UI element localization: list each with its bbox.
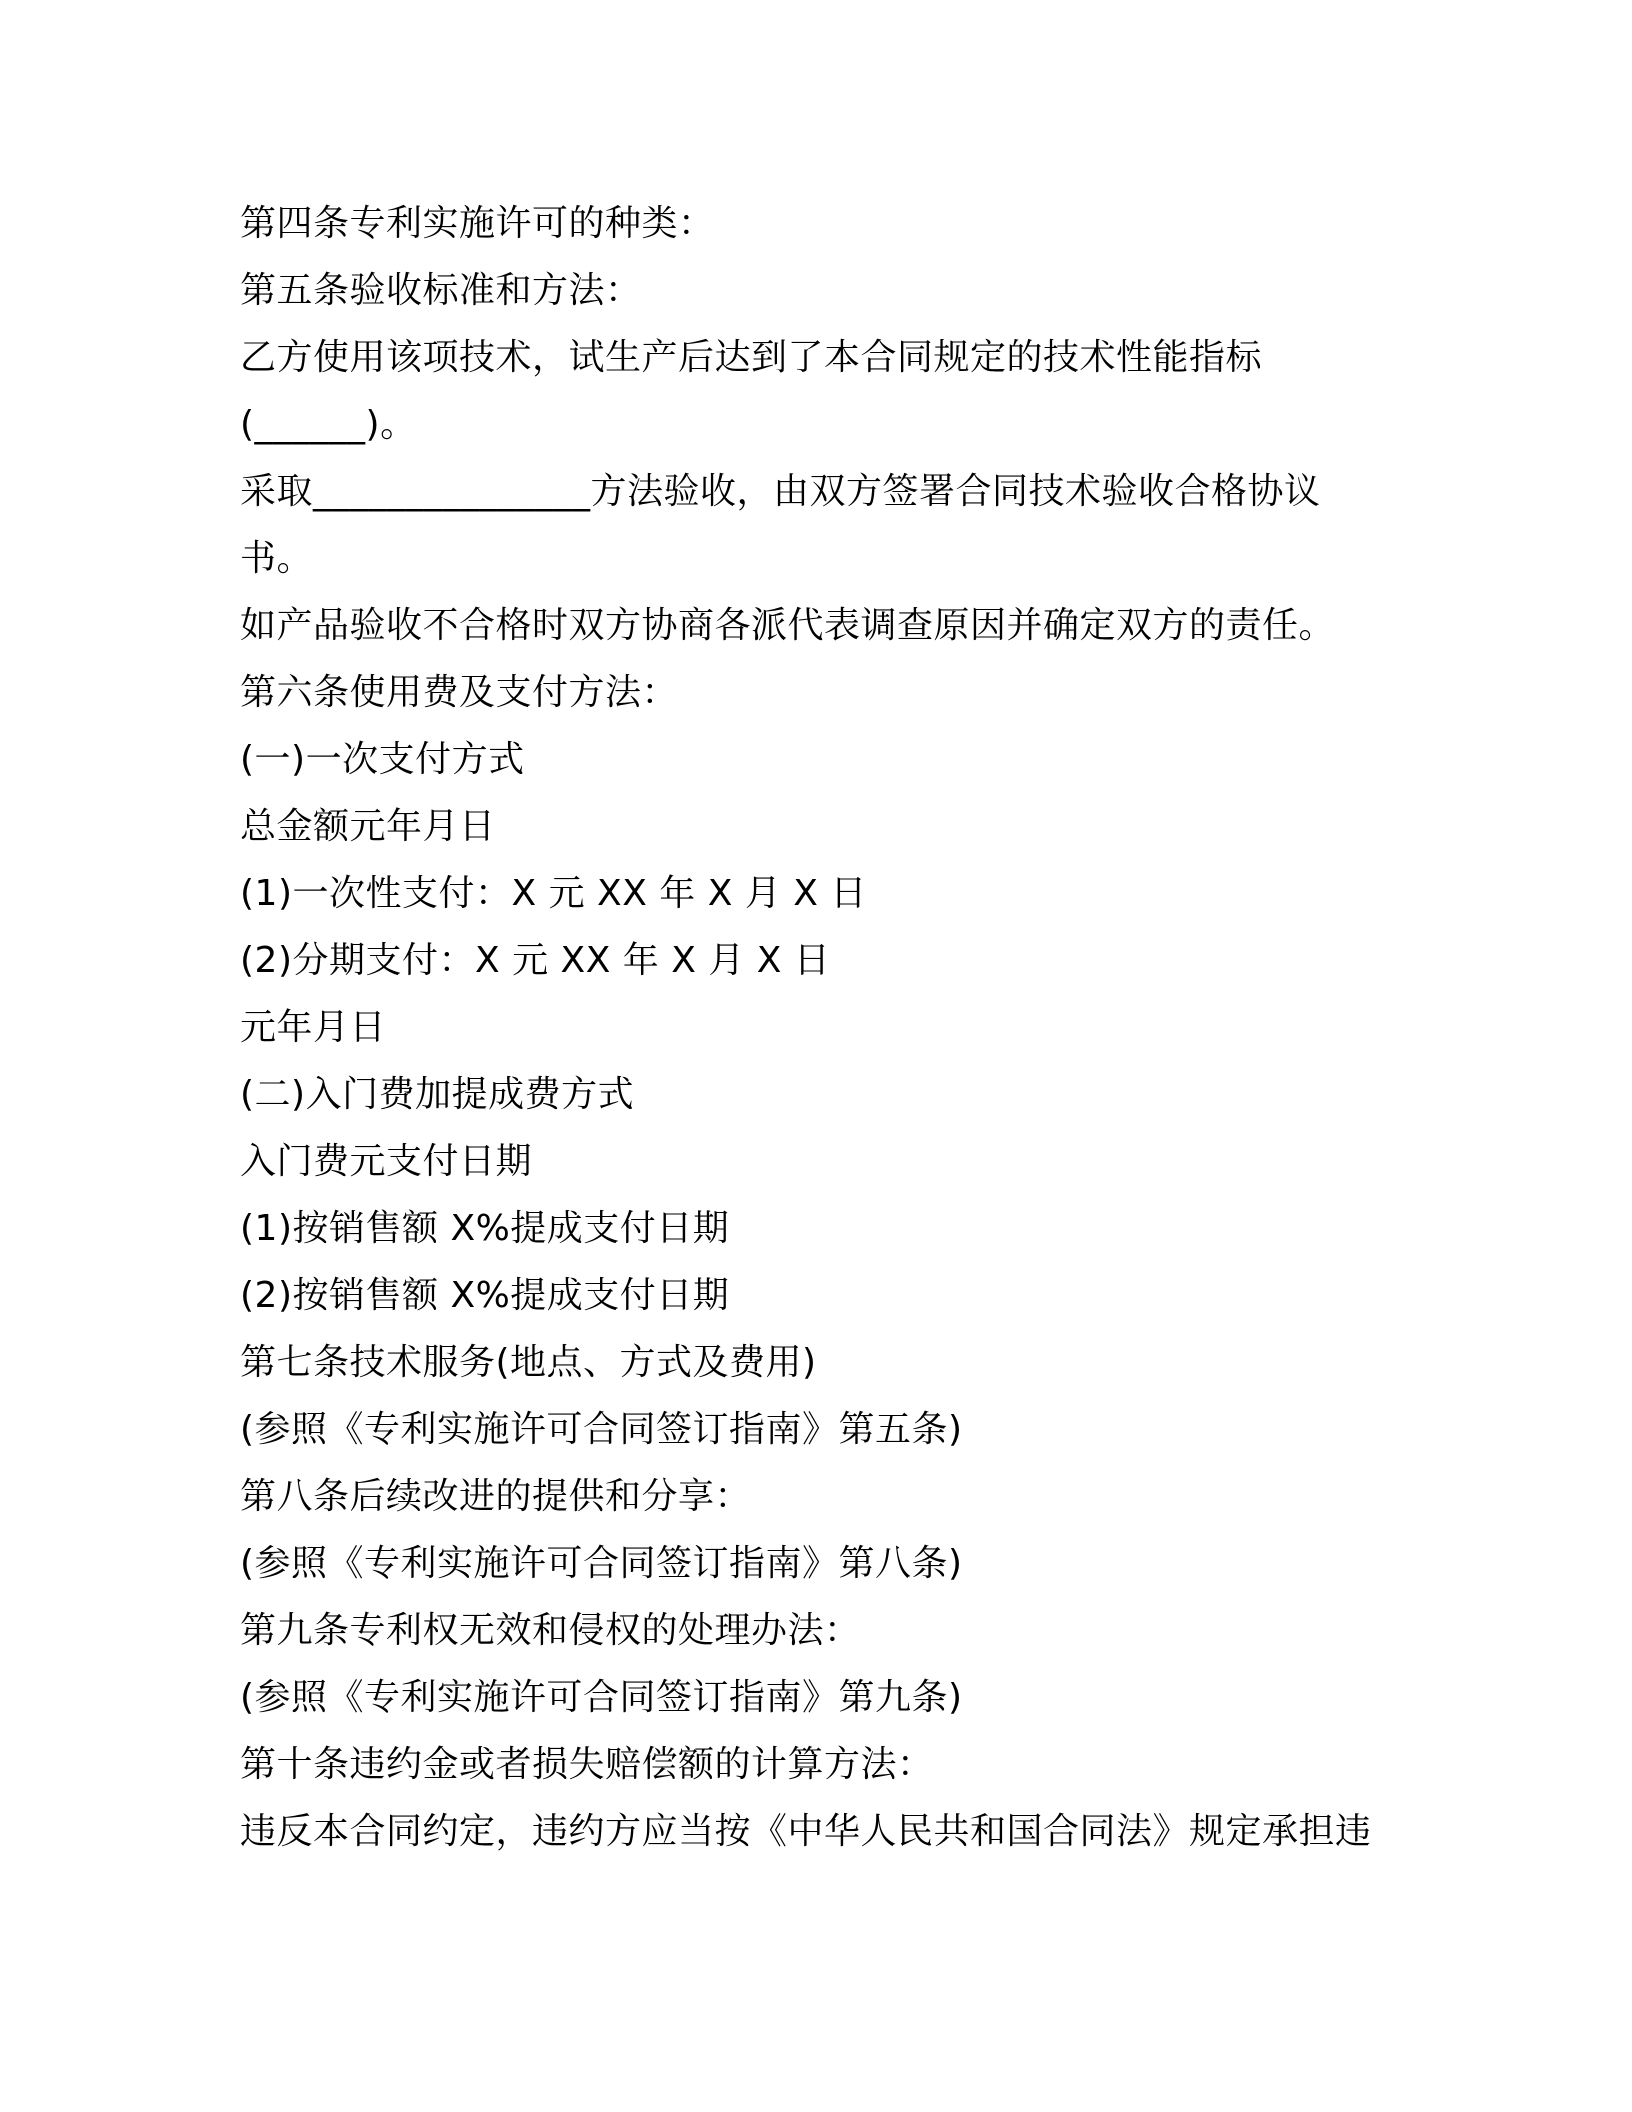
paragraph-line: 如产品验收不合格时双方协商各派代表调查原因并确定双方的责任。 — [240, 605, 1336, 646]
paragraph-line: 违反本合同约定，违约方应当按《中华人民共和国合同法》规定承担违 — [240, 1811, 1372, 1852]
paragraph-line: (2)分期支付：X 元 XX 年 X 月 X 日 — [240, 940, 831, 981]
paragraph-line: 入门费元支付日期 — [240, 1141, 533, 1182]
paragraph-line: (______)。 — [240, 404, 417, 445]
paragraph-line: 采取_______________方法验收，由双方签署合同技术验收合格协议 — [240, 471, 1321, 512]
article-9-heading: 第九条专利权无效和侵权的处理办法： — [240, 1610, 861, 1651]
paragraph-line: 总金额元年月日 — [240, 806, 496, 847]
paragraph-line: (二)入门费加提成费方式 — [240, 1074, 635, 1115]
article-5-heading: 第五条验收标准和方法： — [240, 270, 642, 311]
paragraph-line: (1)按销售额 X%提成支付日期 — [240, 1208, 730, 1249]
paragraph-line: 乙方使用该项技术，试生产后达到了本合同规定的技术性能指标 — [240, 337, 1263, 378]
paragraph-line: (2)按销售额 X%提成支付日期 — [240, 1275, 730, 1316]
document-body — [240, 190, 1420, 1865]
article-10-heading: 第十条违约金或者损失赔偿额的计算方法： — [240, 1744, 934, 1785]
paragraph-line: 书。 — [240, 538, 314, 579]
article-7-heading: 第七条技术服务(地点、方式及费用) — [240, 1342, 817, 1383]
paragraph-line: (参照《专利实施许可合同签订指南》第五条) — [240, 1409, 963, 1450]
paragraph-line: (1)一次性支付：X 元 XX 年 X 月 X 日 — [240, 873, 867, 914]
paragraph-line: (参照《专利实施许可合同签订指南》第八条) — [240, 1543, 963, 1584]
article-6-heading: 第六条使用费及支付方法： — [240, 672, 679, 713]
paragraph-line: (一)一次支付方式 — [240, 739, 525, 780]
paragraph-line: (参照《专利实施许可合同签订指南》第九条) — [240, 1677, 963, 1718]
article-4-heading: 第四条专利实施许可的种类： — [240, 203, 715, 244]
paragraph-line: 元年月日 — [240, 1007, 387, 1048]
article-8-heading: 第八条后续改进的提供和分享： — [240, 1476, 752, 1517]
